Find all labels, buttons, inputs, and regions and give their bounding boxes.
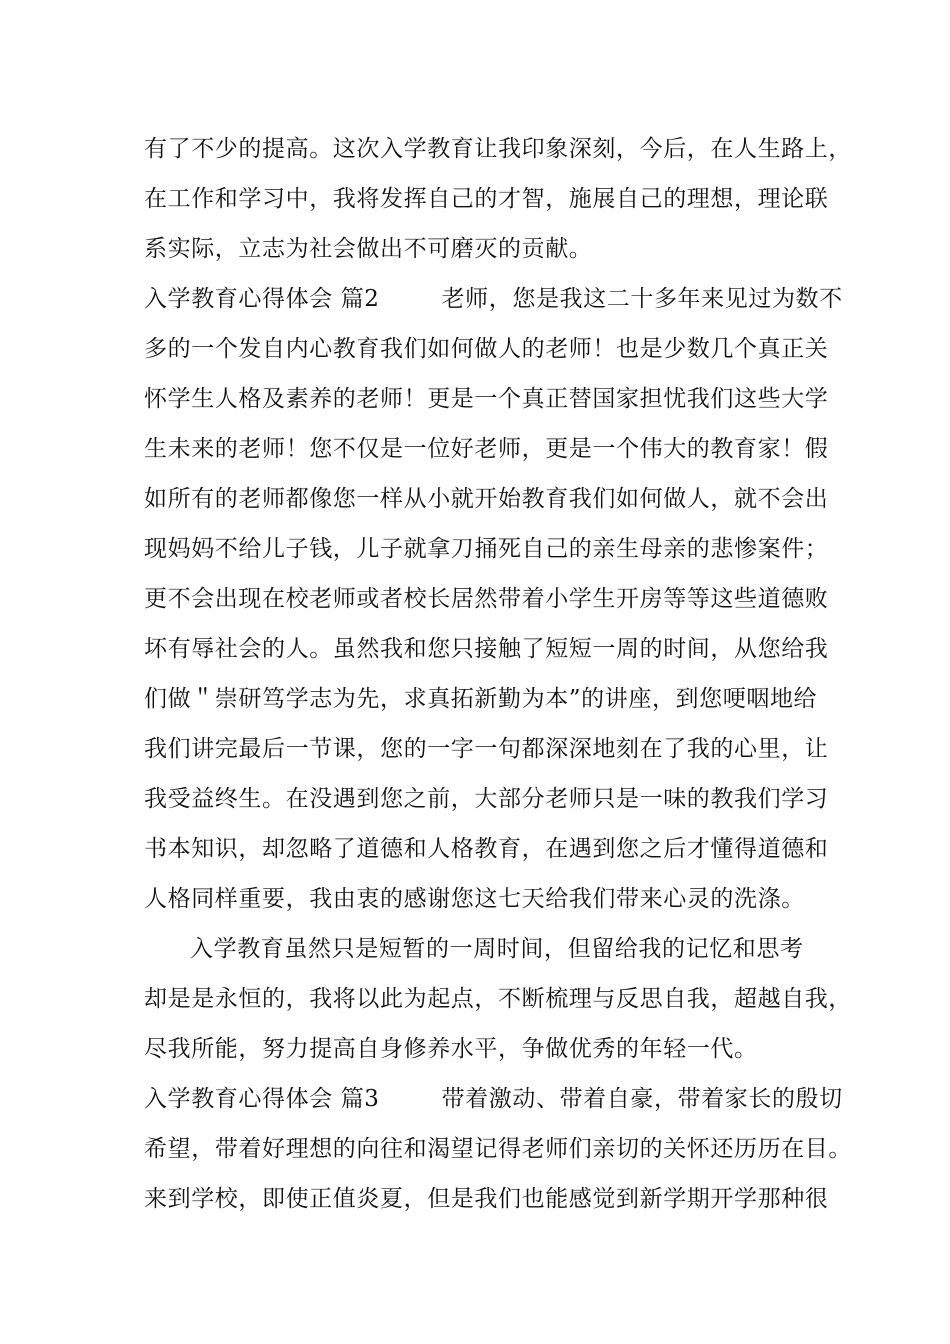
text-line: 怀学生人格及素养的老师！更是一个真正替国家担忧我们这些大学: [144, 386, 829, 412]
text-line: 希望，带着好理想的向往和渴望记得老师们亲切的关怀还历历在目。: [144, 1136, 852, 1162]
text-line: 在工作和学习中，我将发挥自己的才智，施展自己的理想，理论联: [144, 186, 829, 212]
paragraph-first-line: 入学教育虽然只是短暂的一周时间，但留给我的记忆和思考: [190, 936, 804, 962]
text-line: 坏有辱社会的人。虽然我和您只接触了短短一周的时间，从您给我: [144, 636, 829, 662]
text-line: 尽我所能，努力提高自身修养水平，争做优秀的年轻一代。: [144, 1036, 758, 1062]
text-line: 更不会出现在校老师或者校长居然带着小学生开房等等这些道德败: [144, 586, 829, 612]
section-heading-line: [144, 1082, 843, 1116]
text-line: 书本知识，却忽略了道德和人格教育，在遇到您之后才懂得道德和: [144, 836, 829, 862]
text-line: 系实际，立志为社会做出不可磨灭的贡献。: [144, 236, 593, 262]
section-heading: 入学教育心得体会 篇3: [144, 1086, 380, 1112]
text-line: 却是是永恒的，我将以此为起点，不断梳理与反思自我，超越自我，: [144, 986, 852, 1012]
text-line: 来到学校，即使正值炎夏，但是我们也能感觉到新学期开学那种很: [144, 1186, 829, 1212]
section-heading: 入学教育心得体会 篇2: [144, 286, 380, 312]
text-line: 生未来的老师！您不仅是一位好老师，更是一个伟大的教育家！假: [144, 436, 829, 462]
text-line: 现妈妈不给儿子钱，儿子就拿刀捅死自己的亲生母亲的悲惨案件；: [144, 536, 829, 562]
section-heading-line: [144, 282, 843, 316]
section-text: 带着激动、带着自豪，带着家长的殷切: [441, 1086, 843, 1112]
text-line: 我受益终生。在没遇到您之前，大部分老师只是一味的教我们学习: [144, 786, 829, 812]
text-line: 人格同样重要，我由衷的感谢您这七天给我们带来心灵的洗涤。: [144, 886, 805, 912]
text-line: 多的一个发自内心教育我们如何做人的老师！也是少数几个真正关: [144, 336, 829, 362]
text-line: 有了不少的提高。这次入学教育让我印象深刻，今后，在人生路上，: [144, 136, 852, 162]
text-line: 们做＂崇研笃学志为先，求真拓新勤为本”的讲座，到您哽咽地给: [144, 686, 818, 712]
text-line: 如所有的老师都像您一样从小就开始教育我们如何做人，就不会出: [144, 486, 829, 512]
section-text: 老师，您是我这二十多年来见过为数不: [441, 286, 843, 312]
text-line: 我们讲完最后一节课，您的一字一句都深深地刻在了我的心里，让: [144, 736, 829, 762]
